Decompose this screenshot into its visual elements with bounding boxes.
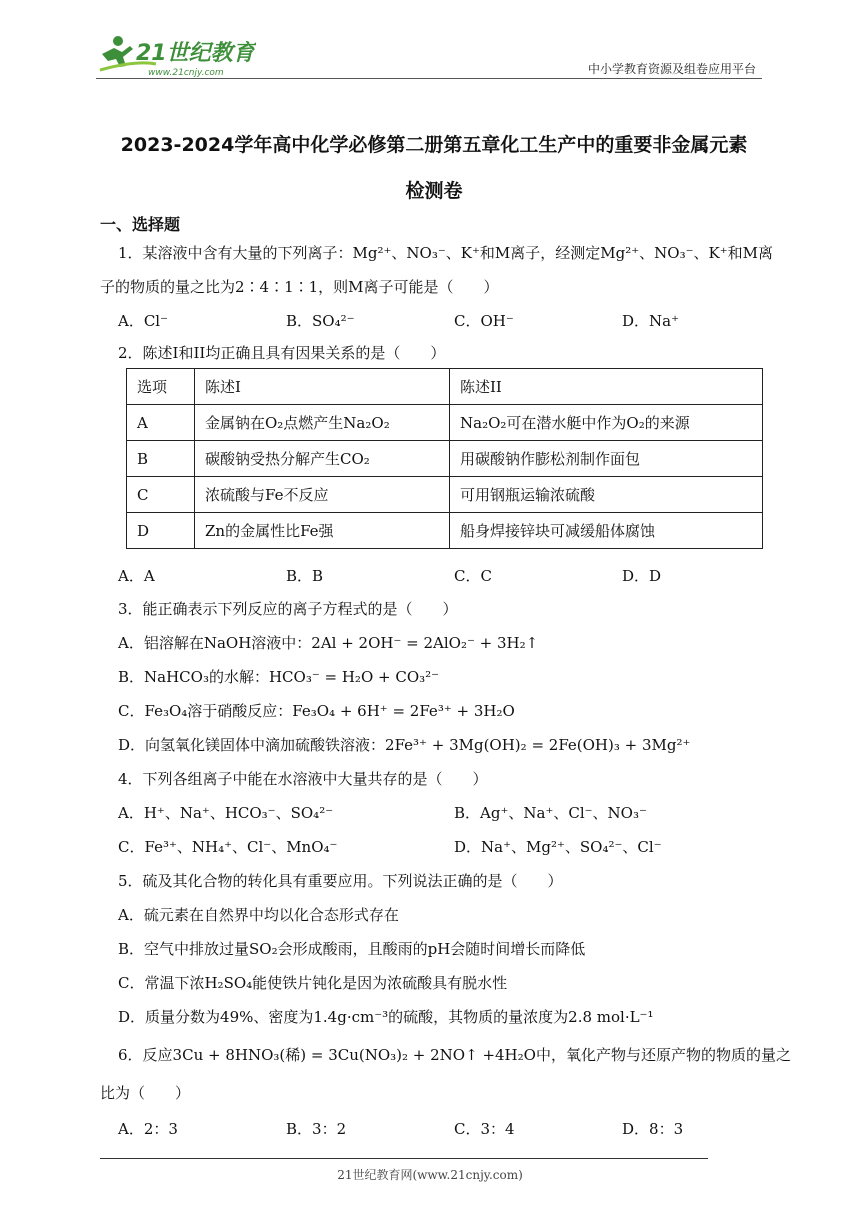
- question-4-stem: 4．下列各组离子中能在水溶液中大量共存的是（ ）: [118, 770, 488, 788]
- header-divider: [96, 78, 762, 79]
- table-row: [127, 405, 763, 441]
- table-cell: 碳酸钠受热分解产生CO₂: [195, 441, 450, 477]
- q2-option-a: A．A: [118, 567, 155, 585]
- table-cell: 船身焊接锌块可减缓船体腐蚀: [450, 513, 763, 549]
- question-6-stem: 6．反应3Cu + 8HNO₃(稀) = 3Cu(NO₃)₂ + 2NO↑ +4H₂O中，氧化产物与还原产物的物质的量之: [118, 1046, 791, 1064]
- q3-option-b: B．NaHCO₃的水解：HCO₃⁻ = H₂O + CO₃²⁻: [118, 668, 440, 686]
- q3-option-d: D．向氢氧化镁固体中滴加硫酸铁溶液：2Fe³⁺ + 3Mg(OH)₂ = 2Fe(OH)₃ + 3Mg²⁺: [118, 736, 691, 754]
- table-row: [127, 441, 763, 477]
- table-cell: 金属钠在O₂点燃产生Na₂O₂: [195, 405, 450, 441]
- table-header-cell: 陈述I: [195, 369, 450, 405]
- q1-option-c: C．OH⁻: [454, 312, 514, 330]
- table-cell: 用碳酸钠作膨松剂制作面包: [450, 441, 763, 477]
- q3-option-a: A．铝溶解在NaOH溶液中：2Al + 2OH⁻ = 2AlO₂⁻ + 3H₂↑: [118, 634, 539, 652]
- table-row: [127, 513, 763, 549]
- table-cell: D: [127, 513, 195, 549]
- footer-link[interactable]: 21世纪教育网(www.21cnjy.com): [337, 1168, 523, 1182]
- question-2-stem: 2．陈述I和II均正确且具有因果关系的是（ ）: [118, 344, 446, 362]
- q2-option-b: B．B: [286, 567, 324, 585]
- question-6-stem-cont: 比为（ ）: [100, 1084, 191, 1102]
- q4-option-d: D．Na⁺、Mg²⁺、SO₄²⁻、Cl⁻: [454, 838, 662, 856]
- q5-option-c: C．常温下浓H₂SO₄能使铁片钝化是因为浓硫酸具有脱水性: [118, 974, 508, 992]
- q6-option-b: B．3：2: [286, 1120, 347, 1138]
- q5-option-b: B．空气中排放过量SO₂会形成酸雨，且酸雨的pH会随时间增长而降低: [118, 940, 586, 958]
- q2-option-d: D．D: [622, 567, 662, 585]
- q5-option-d: D．质量分数为49%、密度为1.4g·cm⁻³的硫酸，其物质的量浓度为2.8 mol·L⁻¹: [118, 1008, 654, 1026]
- table-cell: 浓硫酸与Fe不反应: [195, 477, 450, 513]
- table-header-cell: 陈述II: [450, 369, 763, 405]
- q4-option-b: B．Ag⁺、Na⁺、Cl⁻、NO₃⁻: [454, 804, 647, 822]
- q6-option-c: C．3：4: [454, 1120, 515, 1138]
- q2-option-c: C．C: [454, 567, 492, 585]
- q1-option-b: B．SO₄²⁻: [286, 312, 355, 330]
- q4-option-c: C．Fe³⁺、NH₄⁺、Cl⁻、MnO₄⁻: [118, 838, 338, 856]
- footer-divider: [100, 1158, 708, 1159]
- q2-table: [126, 368, 763, 549]
- page-title: 2023-2024学年高中化学必修第二册第五章化工生产中的重要非金属元素: [120, 134, 748, 156]
- question-1-stem: 1．某溶液中含有大量的下列离子：Mg²⁺、NO₃⁻、K⁺和M离子，经测定Mg²⁺、NO₃⁻、K⁺和M离: [118, 244, 774, 262]
- svg-text:21世纪教育: 21世纪教育: [136, 41, 255, 66]
- table-header-cell: 选项: [127, 369, 195, 405]
- question-3-stem: 3．能正确表示下列反应的离子方程式的是（ ）: [118, 600, 458, 618]
- svg-text:www.21cnjy.com: www.21cnjy.com: [148, 68, 224, 78]
- q6-option-d: D．8：3: [622, 1120, 684, 1138]
- table-cell: 可用钢瓶运输浓硫酸: [450, 477, 763, 513]
- table-cell: C: [127, 477, 195, 513]
- site-logo: [96, 34, 256, 82]
- header-platform-text: 中小学教育资源及组卷应用平台: [587, 62, 756, 76]
- q1-option-d: D．Na⁺: [622, 312, 680, 330]
- table-cell: Zn的金属性比Fe强: [195, 513, 450, 549]
- table-header-row: [127, 369, 763, 405]
- q6-option-a: A．2：3: [118, 1120, 178, 1138]
- q1-option-a: A．Cl⁻: [118, 312, 169, 330]
- question-1-stem-cont: 子的物质的量之比为2∶4∶1∶1，则M离子可能是（ ）: [100, 278, 499, 296]
- table-cell: B: [127, 441, 195, 477]
- q3-option-c: C．Fe₃O₄溶于硝酸反应：Fe₃O₄ + 6H⁺ = 2Fe³⁺ + 3H₂O: [118, 702, 515, 720]
- page-title-line2: 检测卷: [405, 180, 463, 202]
- table-cell: Na₂O₂可在潜水艇中作为O₂的来源: [450, 405, 763, 441]
- q5-option-a: A．硫元素在自然界中均以化合态形式存在: [118, 906, 399, 924]
- question-5-stem: 5．硫及其化合物的转化具有重要应用。下列说法正确的是（ ）: [118, 872, 563, 890]
- table-cell: A: [127, 405, 195, 441]
- q4-option-a: A．H⁺、Na⁺、HCO₃⁻、SO₄²⁻: [118, 804, 334, 822]
- section-heading: 一、选择题: [100, 215, 181, 234]
- table-row: [127, 477, 763, 513]
